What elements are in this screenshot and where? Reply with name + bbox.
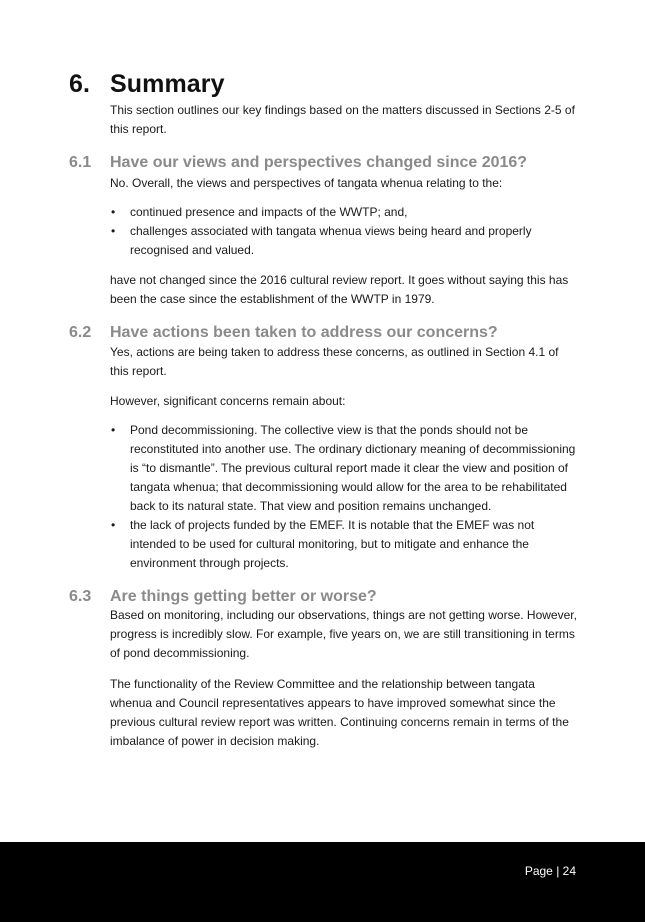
subsection-number: 6.3 xyxy=(69,588,92,605)
paragraph: Yes, actions are being taken to address these concerns, as outlined in Section 4.1 of this report. xyxy=(110,345,559,378)
bullet-list xyxy=(110,421,580,573)
paragraph: Based on monitoring, including our observations, things are not getting worse. However, progress is incredibly slow. For example, five years on, we are still transitioning in terms of pond decommissioning. xyxy=(110,608,577,660)
list-item: • challenges associated with tangata whenua views being heard and properly recognised and valued. xyxy=(111,224,532,257)
section-title: Summary xyxy=(110,70,225,98)
page-number: Page | 24 xyxy=(524,864,576,878)
subsection-title: Have actions been taken to address our concerns? xyxy=(110,324,498,341)
subsection-heading-6-3 xyxy=(69,588,377,606)
bullet-list xyxy=(110,203,580,260)
list-item: • the lack of projects funded by the EMEF. It is notable that the EMEF was not intended to be used for cultural monitoring, but to mitigate and enhance the environment through projects. xyxy=(111,518,535,570)
subsection-number: 6.2 xyxy=(69,324,92,341)
subsection-title: Are things getting better or worse? xyxy=(110,588,377,605)
subsection-title: Have our views and perspectives changed since 2016? xyxy=(110,154,528,171)
subsection-heading-6-1 xyxy=(69,154,527,172)
list-item: • continued presence and impacts of the WWTP; and, xyxy=(110,203,580,222)
section-number: 6. xyxy=(69,70,91,98)
paragraph: have not changed since the 2016 cultural review report. It goes without saying this has been the case since the establishment of the WWTP in 1979. xyxy=(110,273,569,306)
bullet-icon: • xyxy=(111,518,116,532)
section-intro: This section outlines our key findings based on the matters discussed in Sections 2-5 of this report. xyxy=(110,103,575,136)
subsection-number: 6.1 xyxy=(69,154,92,171)
section-heading xyxy=(69,70,225,99)
bullet-icon: • xyxy=(111,224,116,238)
page-footer xyxy=(0,842,645,922)
bullet-icon: • xyxy=(111,205,116,219)
paragraph: However, significant concerns remain about: xyxy=(110,394,346,408)
subsection-heading-6-2 xyxy=(69,324,498,342)
paragraph: The functionality of the Review Committee and the relationship between tangata whenua and Council representatives appears to have improved somewhat since the previous cultural review report was written. Continuing concerns remain in terms of the imbalance of power in decision making. xyxy=(110,677,569,748)
paragraph: No. Overall, the views and perspectives of tangata whenua relating to the: xyxy=(110,176,503,190)
list-item: • Pond decommissioning. The collective view is that the ponds should not be reconstituted into another use. The ordinary dictionary meaning of decommissioning is “to dismantle”. The previous cultural report made it clear the view and position of tangata whenua; that decommissioning would allow for the area to be rehabilitated back to its natural state. That view and position remains unchanged. xyxy=(111,423,576,513)
bullet-icon: • xyxy=(111,423,116,437)
